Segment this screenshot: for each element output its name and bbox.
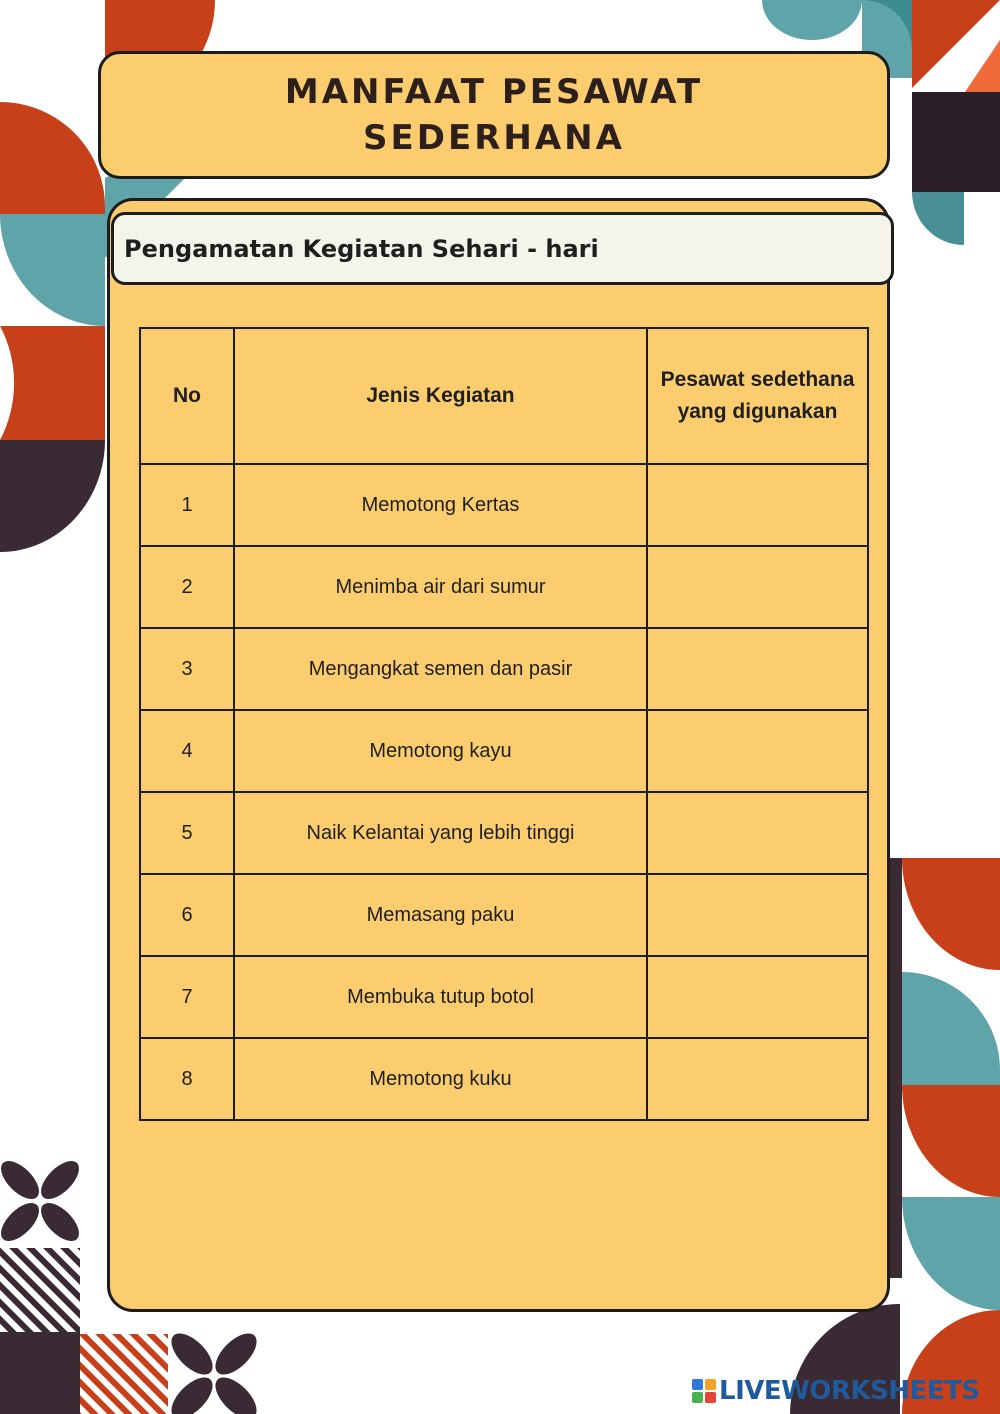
deco-shape <box>912 192 964 245</box>
deco-shape <box>0 214 105 326</box>
row-number: 5 <box>140 792 234 874</box>
answer-cell[interactable] <box>647 628 868 710</box>
deco-shape <box>912 92 1000 192</box>
row-number: 6 <box>140 874 234 956</box>
row-activity: Memotong Kertas <box>234 464 647 546</box>
table-header-row <box>140 328 868 464</box>
row-activity: Membuka tutup botol <box>234 956 647 1038</box>
page-title-line-1: MANFAAT PESAWAT <box>284 72 704 112</box>
row-number: 2 <box>140 546 234 628</box>
title-banner <box>98 51 890 179</box>
watermark-text: LIVEWORKSHEETS <box>719 1376 980 1406</box>
activity-table <box>139 327 869 1121</box>
deco-shape <box>80 1334 168 1414</box>
table-row <box>140 464 868 546</box>
answer-cell[interactable] <box>647 464 868 546</box>
liveworksheets-logo-icon <box>692 1379 716 1403</box>
deco-flower <box>0 1155 85 1248</box>
row-number: 7 <box>140 956 234 1038</box>
subtitle-banner <box>111 212 894 285</box>
table-row <box>140 1038 868 1120</box>
row-number: 8 <box>140 1038 234 1120</box>
deco-shape <box>902 972 1000 1085</box>
table-row <box>140 792 868 874</box>
table-row <box>140 546 868 628</box>
row-number: 4 <box>140 710 234 792</box>
header-activity: Jenis Kegiatan <box>234 328 647 464</box>
deco-shape <box>902 1085 1000 1197</box>
deco-shape <box>890 858 902 1278</box>
row-activity: Naik Kelantai yang lebih tinggi <box>234 792 647 874</box>
header-no: No <box>140 328 234 464</box>
answer-cell[interactable] <box>647 956 868 1038</box>
section-subtitle: Pengamatan Kegiatan Sehari - hari <box>124 234 599 263</box>
table-row <box>140 956 868 1038</box>
row-activity: Mengangkat semen dan pasir <box>234 628 647 710</box>
row-activity: Memasang paku <box>234 874 647 956</box>
deco-shape <box>902 858 1000 970</box>
answer-cell[interactable] <box>647 546 868 628</box>
row-activity: Memotong kuku <box>234 1038 647 1120</box>
answer-cell[interactable] <box>647 874 868 956</box>
answer-cell[interactable] <box>647 710 868 792</box>
row-number: 3 <box>140 628 234 710</box>
deco-shape <box>902 1197 1000 1310</box>
deco-shape <box>0 440 105 552</box>
deco-flower <box>164 1326 263 1414</box>
deco-shape <box>762 0 862 40</box>
table-row <box>140 710 868 792</box>
deco-shape <box>0 1248 80 1332</box>
table-row <box>140 628 868 710</box>
liveworksheets-watermark[interactable] <box>692 1376 980 1406</box>
answer-cell[interactable] <box>647 792 868 874</box>
row-number: 1 <box>140 464 234 546</box>
deco-shape <box>0 326 105 440</box>
header-simple-machine: Pesawat sedethana yang digunakan <box>647 328 868 464</box>
table-row <box>140 874 868 956</box>
answer-cell[interactable] <box>647 1038 868 1120</box>
page-title-line-2: SEDERHANA <box>363 118 625 158</box>
deco-shape <box>965 40 1000 92</box>
row-activity: Memotong kayu <box>234 710 647 792</box>
row-activity: Menimba air dari sumur <box>234 546 647 628</box>
